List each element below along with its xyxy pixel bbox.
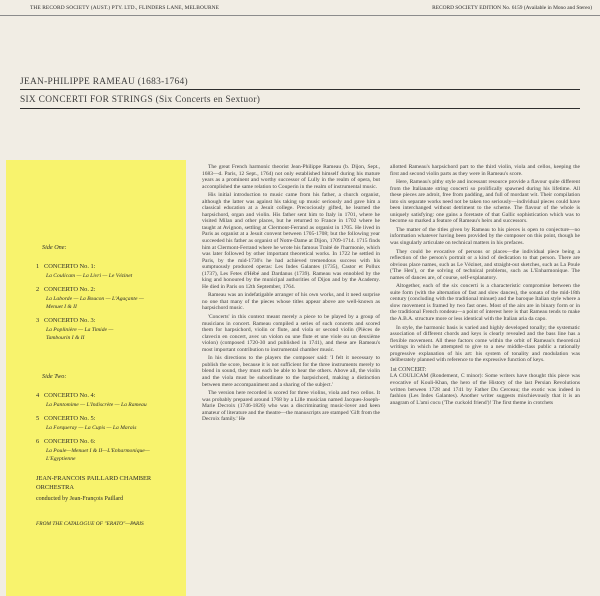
- header-rule: [0, 15, 600, 16]
- first-concert-heading: 1st CONCERT:: [390, 366, 427, 373]
- concerto-6-title: 6 CONCERTO No. 6:: [36, 438, 96, 445]
- edition-line: RECORD SOCIETY EDITION No. 6159 (Available in Mono and Stereo): [432, 5, 592, 11]
- concerto-4-title: 4 CONCERTO No. 4:: [36, 392, 96, 399]
- notes-column-1: [202, 164, 380, 425]
- concerto-3-movements: La Poplinière — La Timide — Tambourin I & II: [46, 327, 114, 341]
- composer-title: JEAN-PHILIPPE RAMEAU (1683-1764): [20, 77, 188, 87]
- notes-paragraph: The matter of the titles given by Rameau to his pieces is open to conjecture—no information whatever having been provided by the composer on this point, though he was singularly articulate on technical matters in his prefaces.: [390, 226, 580, 247]
- notes-paragraph: Rameau was an indefatigable arranger of his own works, and it need surprise no one that many of the pieces whose titles appear above are well-known as harpsichord music.: [202, 292, 380, 312]
- title-rule-bottom: [20, 108, 580, 109]
- record-header: [0, 0, 600, 18]
- concerto-3-title: 3 CONCERTO No. 3:: [36, 317, 96, 324]
- side-one-label: Side One:: [42, 244, 67, 251]
- tracklist-panel: [6, 160, 186, 596]
- concerto-4-movements: La Pantomime — L'Indiscrète — La Rameau: [46, 402, 147, 408]
- notes-paragraph: The version here recorded is scored for three violins, viola and two cellos. It was probably prepared around 1768 by a Lille musician named Jacques-Joseph-Marie Decroix (1746-1826) who was a discriminating music-lover and keen amateur of literature and the theatre—the manuscripts are stamped 'Gift from the Decroix family.' He: [202, 390, 380, 423]
- notes-paragraph: In style, the harmonic basis is varied and highly developed tonally; the systematic association of different chords and keys is clearly revealed and the bass line has a flexible movement. All these factors come within the orbit of Rameau's theoretical writings in which he attempted to give to a new middle-class public a rationally progressive explanation of his art: his system of tonality and modulation was deliberately planned with reference to the expressive function of keys.: [390, 324, 580, 364]
- catalogue-credit: FROM THE CATALOGUE OF "ERATO"—PARIS: [36, 521, 144, 527]
- first-concert-text: LA COULICAM (Rondement, C minor): Some writers have thought this piece was evocative of Kouli-Khan, the hero of the History of the last Persian Revolutions written between 1728 and 1741 by Father Du Cerceau; the exotic was indeed in fashion (Les Indes Galantes). Another writer suggests mischievously that it is an anagram of L'ami cocu ('The cuckold friend')! The first theme in crotchets: [390, 373, 580, 406]
- work-title: SIX CONCERTI FOR STRINGS (Six Concerts en Sextuor): [20, 95, 261, 105]
- notes-paragraph: Altogether, each of the six concerti is a characteristic compromise between the suite form (with the alternation of fast and slow dances), the sonata of the mid-18th century (concluding with the traditional minuet) and the baroque Italian style where a slow movement is framed by two fast ones. Most of the airs are in binary form or in the traditional French rondeau—a point of interest here is that Rameau tends to make the A.B.A. structure more or less identical with the Italian aria da capo.: [390, 283, 580, 323]
- orchestra-name: JEAN-FRANCOIS PAILLARD CHAMBER ORCHESTRA: [36, 475, 152, 491]
- notes-paragraph: The great French harmonic theorist Jean-Philippe Rameau (b. Dijon, Sept., 1683—d. Paris, 12 Sept., 1764) not only established himself during his mature years as a prominent and worthy successor of Lully in the realm of opera, but accomplished the same relation to Couperin in the realm of instrumental music.: [202, 164, 380, 190]
- concerto-1-title: 1 CONCERTO No. 1:: [36, 263, 96, 270]
- notes-paragraph: They could be evocative of persons or places—the individual piece being a reflection of the person's portrait or a kind of dedication to that person. There are obvious place names, such as Le Vézinet, and straight-out sketches, such as La Poule ('The Hen'), or the solving of technical problems, such as L'Enharmonique. The names of dances are, of course, self-explanatory.: [390, 248, 580, 281]
- concerto-6-movements: La Poule—Menuet I & II—L'Enharmonique— L'Egyptienne: [46, 448, 150, 462]
- notes-column-2: [390, 164, 580, 408]
- title-rule-top: [20, 89, 580, 90]
- conductor-credit: conducted by Jean-François Paillard: [36, 496, 124, 502]
- notes-paragraph: allotted Rameau's harpsichord part to the third violin, viola and cellos, keeping the first and second violin parts as they were in Rameau's score.: [390, 164, 580, 177]
- side-two-label: Side Two:: [42, 373, 67, 380]
- publisher-line: THE RECORD SOCIETY (AUST.) PTY. LTD., FLINDERS LANE, MELBOURNE: [30, 5, 220, 11]
- notes-paragraph: Here, Rameau's pithy style and incessant resource provide a flavour quite different from the Italianate string concerti so prolifically spawned during his lifetime. All these pieces are adroit, free from padding, and full of mordant wit. Their compilation into six separate works need not be taken too seriously—individual pieces could have been interchanged without detriment to the scheme. The flavour of the whole is uniquely satisfying: one gains a foretaste of that Gallic sophistication which was to become so marked a feature of Rameau's heirs and successors.: [390, 179, 580, 225]
- concerto-5-movements: La Forqueray — La Cupis — La Marais: [46, 425, 137, 431]
- notes-paragraph: His initial introduction to music came from his father, a church organist, although the latter was against his taking up music seriously and gave him a classical education at a Jesuit college. Precociously gifted, he learned the harpsichord, organ and violin. His father sent him to Italy in 1701, where he visited Milan and other places, but he returned to France in 1702 where he taught at Avignon, settling at Clermont-Ferrand as organist in 1705. He lived in Paris as organist at a Jesuit convent between 1705-1708; but the following year succeeded his father as organist of Notre-Dame at Dijon, 1709-1714. 1715 finds him at Clermont-Ferrand where he wrote his famous Traité de l'harmonie, which was later followed by other important theoretical works. In 1722 he settled in Paris, by the mid-1730's he had achieved tremendous success with his sumptuously produced operas: Les Indes Galantes (1735), Castor et Pollux (1737), Les Fetes d'Hébé and Dardanus (1739). Rameau was ennobled by the king and honoured by the municipal authorities of Dijon and by the Academy. He died in Paris on 12th September, 1764.: [202, 192, 380, 290]
- concerto-5-title: 5 CONCERTO No. 5:: [36, 415, 96, 422]
- concerto-1-movements: La Coulicam — La Livri — Le Vézinet: [46, 273, 133, 279]
- concerto-2-title: 2 CONCERTO No. 2:: [36, 286, 96, 293]
- concerto-2-movements: La Laborde — La Boucon — L'Agaçante — Menuet I & II: [46, 296, 144, 310]
- notes-paragraph: 'Concerts' in this context meant merely a piece to be played by a group of musicians in concert. Rameau compiled a series of such concerts and scored them for harpsichord, violin or flute, and viola or second violin (Pièces de clavecin en concert, avec un violon ou une flute et une viole ou un deuxième violon) (composed 1720-30 and published in 1741), and these are Rameau's most important contribution to instrumental chamber music.: [202, 314, 380, 353]
- notes-paragraph: In his directions to the players the composer said: 'I felt it necessary to publish the score, because it is not sufficient for the three instruments merely to blend in sound, they must each be able to hear the others. Above all, the violin and the viola must be subordinate to the harpsichord, making a distinction between mere accompaniment and a sharing of the subject.': [202, 355, 380, 388]
